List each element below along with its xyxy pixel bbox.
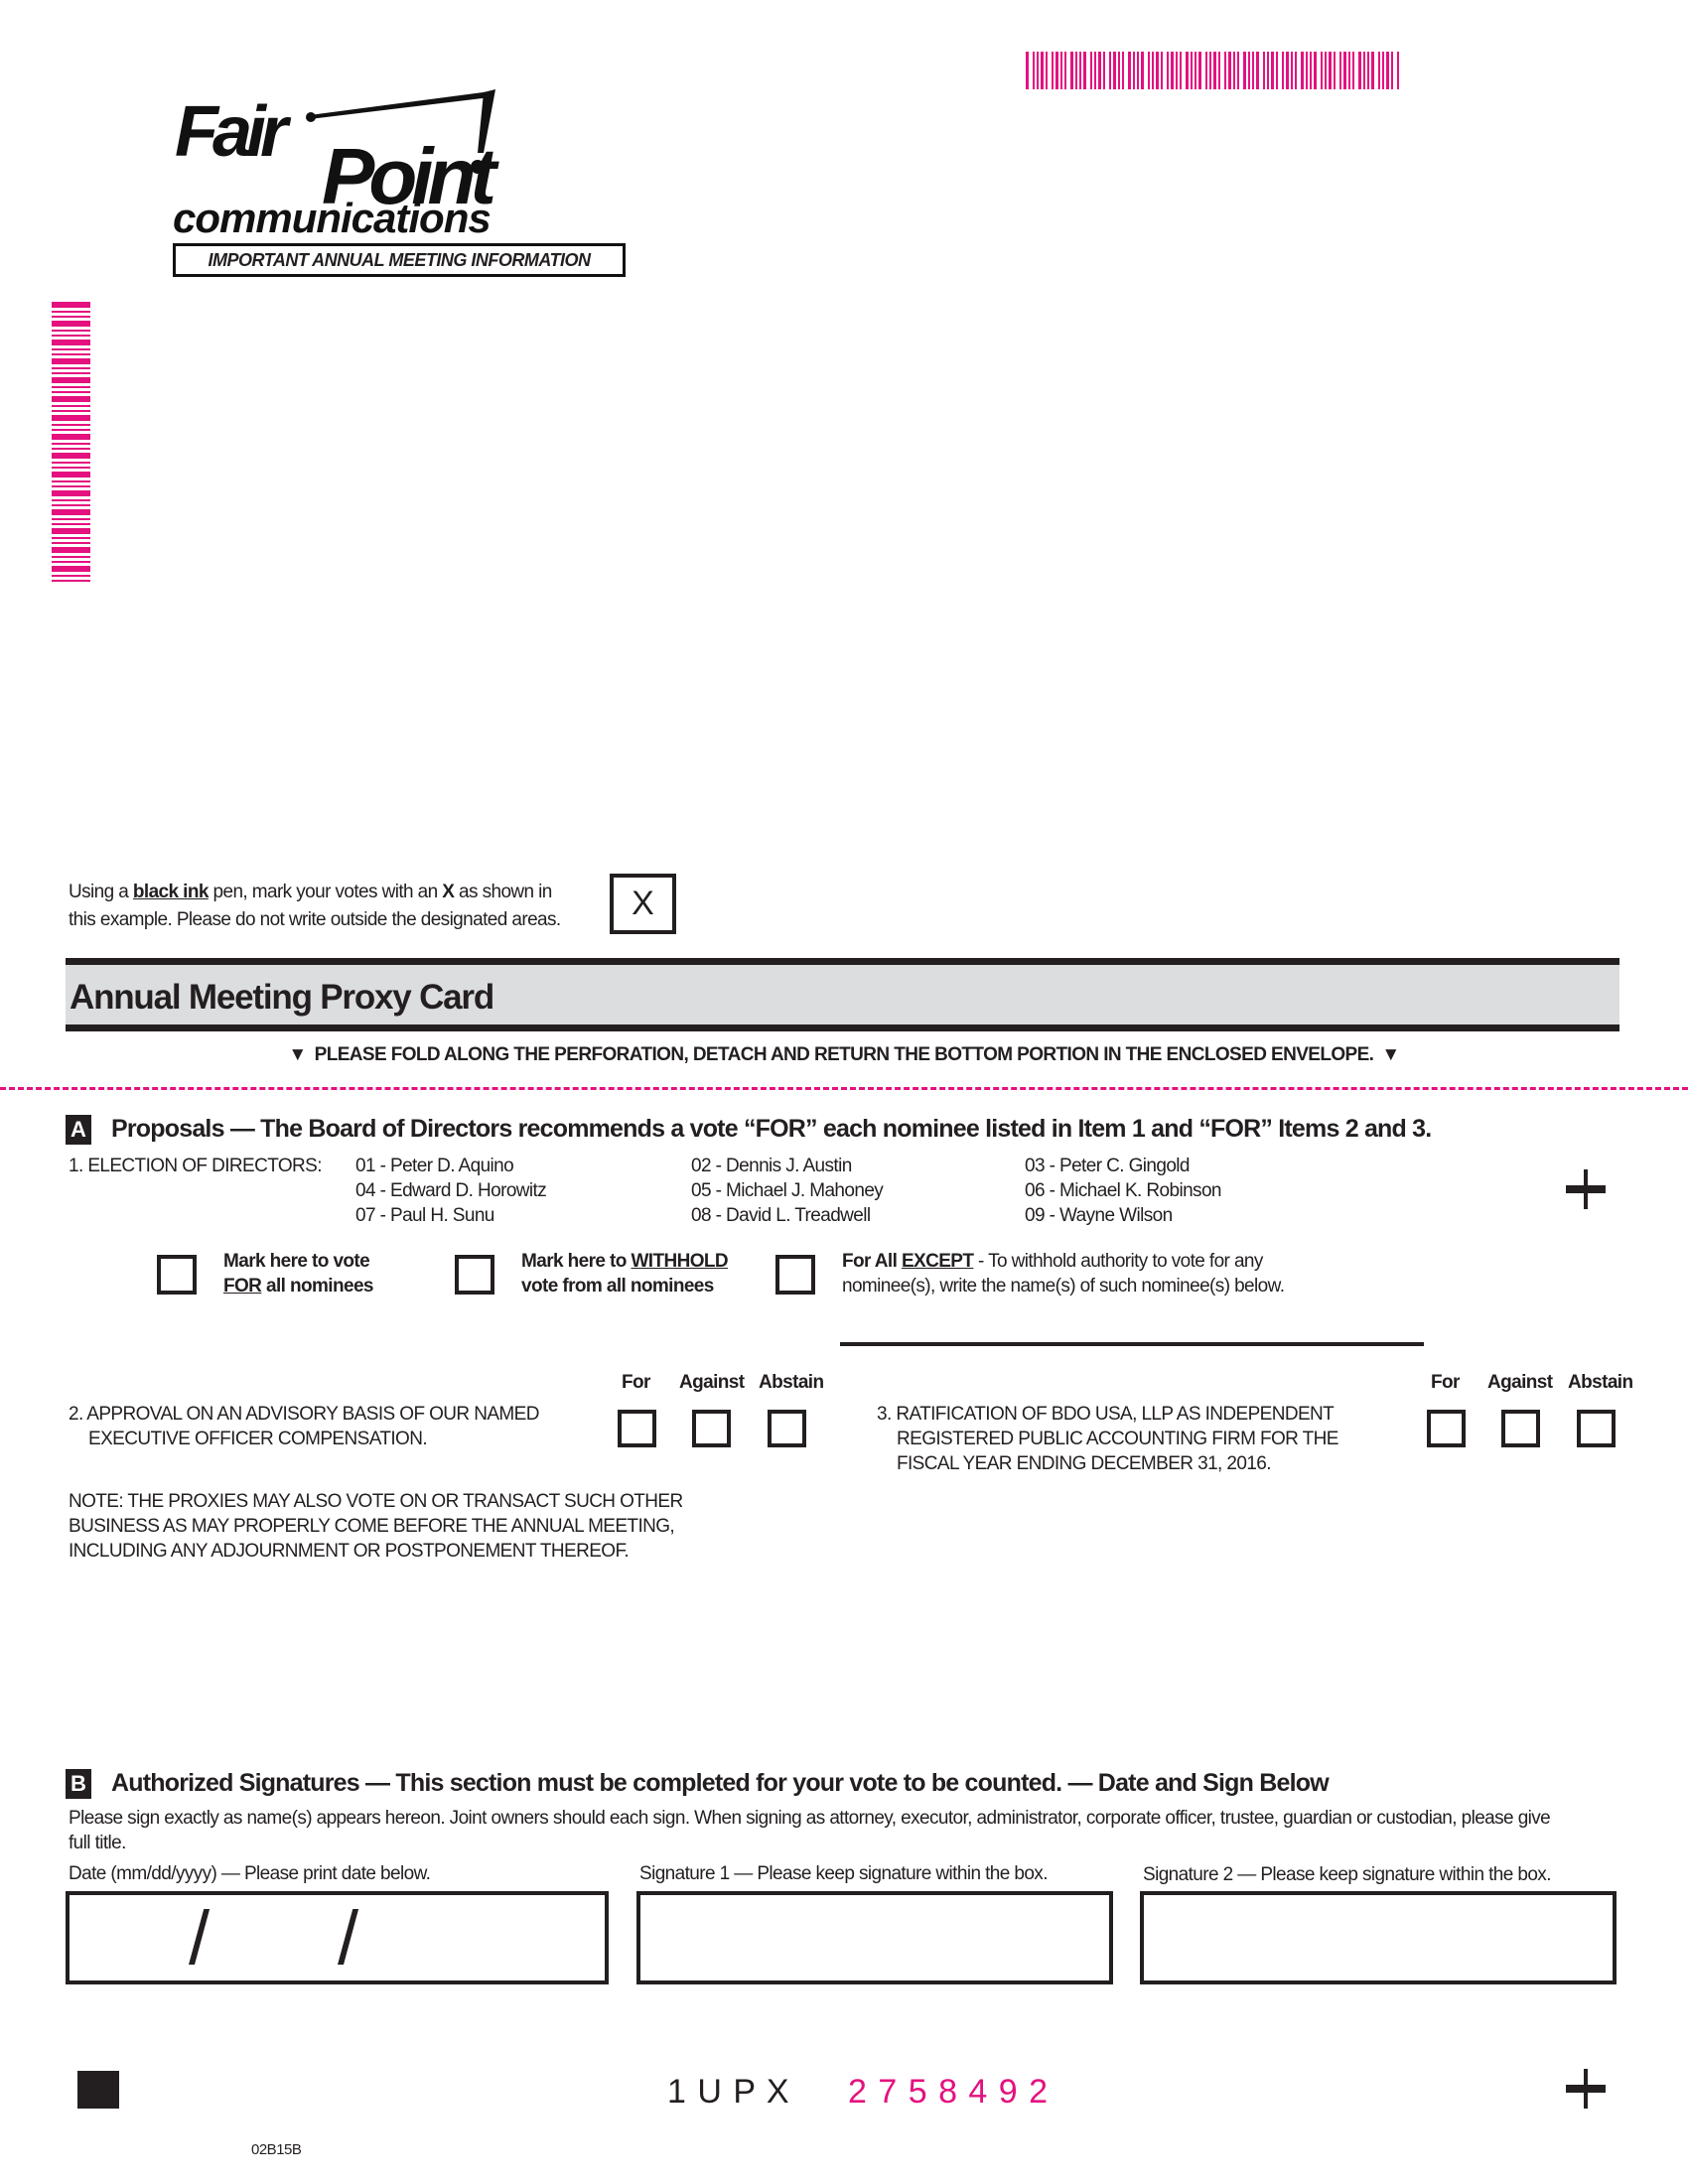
barcode-bar <box>1291 52 1293 89</box>
barcode-bar <box>52 386 90 388</box>
item2-text: 2. APPROVAL ON AN ADVISORY BASIS OF OUR NAMED EXECUTIVE OFFICER COMPENSATION. <box>69 1404 539 1449</box>
barcode-bar <box>52 311 90 313</box>
card-title: Annual Meeting Proxy Card <box>70 978 494 1017</box>
vote-for-all-label: Mark here to vote FOR all nominees <box>223 1251 373 1297</box>
date-label: Date (mm/dd/yyyy) — Please print date below. <box>69 1863 431 1884</box>
barcode-bar <box>52 358 90 364</box>
barcode-bar <box>1079 52 1081 89</box>
barcode-bar <box>1070 52 1073 89</box>
item1-label: 1. ELECTION OF DIRECTORS: <box>69 1156 322 1176</box>
barcode-bar <box>1329 52 1332 89</box>
except-nominee-write-in-line[interactable] <box>840 1342 1424 1346</box>
barcode-bar <box>52 523 90 525</box>
barcode-bar <box>1033 52 1035 89</box>
barcode-bar <box>52 405 90 407</box>
barcode-bar <box>1391 52 1393 89</box>
barcode-bar <box>52 348 90 350</box>
barcode-bar <box>52 410 90 412</box>
barcode-bar <box>52 321 90 327</box>
withhold-all-label: Mark here to WITHHOLD vote from all nominees <box>521 1251 729 1297</box>
barcode-bar <box>52 499 90 501</box>
barcode-bar <box>1148 52 1150 89</box>
barcode-bar <box>1382 52 1384 89</box>
barcode-bar <box>52 335 90 337</box>
barcode-bar <box>1161 52 1163 89</box>
barcode-bar <box>1198 52 1201 89</box>
nominee: 08 - David L. Treadwell <box>691 1205 871 1226</box>
fold-notice: ▼ PLEASE FOLD ALONG THE PERFORATION, DETACH AND RETURN THE BOTTOM PORTION IN THE ENCLOSED ENVELOPE. ▼ <box>288 1044 1400 1065</box>
barcode-bar <box>1055 52 1058 89</box>
nominee: 04 - Edward D. Horowitz <box>355 1180 547 1201</box>
barcode-bar <box>1103 52 1105 89</box>
barcode-bar <box>52 396 90 402</box>
barcode-bar <box>1037 52 1039 89</box>
barcode-bar <box>52 480 90 482</box>
barcode-bar <box>1339 52 1341 89</box>
barcode-bar <box>1128 52 1131 89</box>
logo-word-point: Point <box>322 132 491 220</box>
barcode-bar <box>1046 52 1048 89</box>
barcode-bar <box>52 453 90 459</box>
barcode-bar <box>52 462 90 464</box>
barcode-bar <box>1156 52 1159 89</box>
barcode-bar <box>52 542 90 544</box>
barcode-bar <box>1263 52 1265 89</box>
barcode-bar <box>1137 52 1139 89</box>
barcode-bar <box>52 509 90 515</box>
barcode-bar <box>52 415 90 421</box>
barcode-bar <box>1343 52 1346 89</box>
card-header <box>66 958 1619 1031</box>
nominee: 06 - Michael K. Robinson <box>1025 1180 1221 1201</box>
barcode-bar <box>1218 52 1220 89</box>
barcode-bar <box>52 340 90 345</box>
barcode-bar <box>1060 52 1062 89</box>
barcode-bar <box>1243 52 1246 89</box>
barcode-bar <box>1358 52 1361 89</box>
withhold-all-checkbox[interactable] <box>455 1255 494 1295</box>
section-a-badge: A <box>66 1115 91 1145</box>
down-triangle-icon: ▼ <box>1381 1044 1400 1065</box>
barcode-bar <box>52 316 90 318</box>
barcode-bar <box>1378 52 1380 89</box>
barcode-bar <box>1367 52 1369 89</box>
barcode-bar <box>1209 52 1211 89</box>
item2-against-checkbox[interactable] <box>692 1410 731 1447</box>
perforation-line <box>0 1087 1688 1090</box>
barcode-bar <box>1271 52 1274 89</box>
barcode-bar <box>1098 52 1101 89</box>
date-input-box[interactable] <box>66 1891 609 1984</box>
barcode-bar <box>1167 52 1169 89</box>
barcode-bar <box>1141 52 1144 89</box>
logo-word-fair: Fair <box>175 92 283 172</box>
section-b-badge: B <box>66 1769 91 1799</box>
barcode-bar <box>52 429 90 431</box>
barcode-bar <box>52 580 90 582</box>
barcode-bar <box>1301 52 1304 89</box>
barcode-bar <box>52 434 90 440</box>
barcode-bar <box>1310 52 1312 89</box>
barcode-bar <box>52 353 90 355</box>
section-b-desc-line1: Please sign exactly as name(s) appears hereon. Joint owners should each sign. When signing as attorney, executor, administrator, corporate officer, trustee, guardian or custodian, please give <box>69 1808 1551 1829</box>
barcode-bar <box>1109 52 1111 89</box>
barcode-bar <box>1213 52 1216 89</box>
barcode-bar <box>1133 52 1135 89</box>
item3-against-checkbox[interactable] <box>1501 1410 1540 1447</box>
barcode-bar <box>1118 52 1120 89</box>
registration-plus-icon <box>1566 2069 1606 2109</box>
item3-header-abstain: Abstain <box>1568 1372 1633 1393</box>
barcode-bar <box>1267 52 1269 89</box>
barcode-bar <box>1352 52 1354 89</box>
section-b-title: Authorized Signatures — This section must be completed for your vote to be counted. — Date and Sign Below <box>111 1769 1329 1797</box>
item3-for-checkbox[interactable] <box>1427 1410 1466 1447</box>
barcode-bar <box>52 537 90 539</box>
barcode-bar <box>1386 52 1389 89</box>
barcode-bar <box>1094 52 1096 89</box>
nominee: 07 - Paul H. Sunu <box>355 1205 494 1226</box>
section-a-title: Proposals — The Board of Directors recommends a vote “FOR” each nominee listed in Item 1 and “FOR” Items 2 and 3. <box>111 1115 1432 1143</box>
footer-code: 1 U P X <box>667 2073 790 2111</box>
registration-square-mark <box>77 2071 119 2109</box>
barcode-bar <box>1026 52 1029 89</box>
barcode-bar <box>52 448 90 450</box>
barcode-bar <box>1064 52 1066 89</box>
barcode-bar <box>52 518 90 520</box>
barcode-bar <box>52 302 90 308</box>
barcode-bar <box>1256 52 1259 89</box>
barcode-bar <box>1248 52 1250 89</box>
barcode-bar <box>1237 52 1239 89</box>
item2-header-against: Against <box>679 1372 745 1393</box>
nominee: 05 - Michael J. Mahoney <box>691 1180 884 1201</box>
barcode-bar <box>1314 52 1317 89</box>
item2-header-abstain: Abstain <box>759 1372 824 1393</box>
item3-header-against: Against <box>1487 1372 1553 1393</box>
note: NOTE: THE PROXIES MAY ALSO VOTE ON OR TRANSACT SUCH OTHER BUSINESS AS MAY PROPERLY COME BEFORE THE ANNUAL MEETING, INCLUDING ANY ADJOURNMENT OR POSTPONEMENT THEREOF. <box>69 1491 683 1562</box>
item2-abstain-checkbox[interactable] <box>768 1410 806 1447</box>
barcode-bar <box>1052 52 1054 89</box>
barcode-bar <box>52 556 90 558</box>
barcode-bar <box>52 504 90 506</box>
item3-header-for: For <box>1431 1372 1460 1393</box>
barcode-bar <box>1191 52 1193 89</box>
barcode-bar <box>52 528 90 534</box>
barcode-bar <box>52 443 90 445</box>
barcode-bar <box>52 490 90 496</box>
item2-header-for: For <box>622 1372 650 1393</box>
item3-abstain-checkbox[interactable] <box>1577 1410 1616 1447</box>
barcode-bar <box>1397 52 1399 89</box>
for-all-except-label: For All EXCEPT - To withhold authority to vote for any nominee(s), write the name(s) of such nominee(s) below. <box>842 1251 1285 1297</box>
fairpoint-logo <box>171 87 591 286</box>
logo-word-communications: communications <box>173 195 491 241</box>
barcode-bar <box>1306 52 1308 89</box>
barcode-bar <box>52 424 90 426</box>
signature1-box[interactable] <box>636 1891 1113 1984</box>
barcode-bar <box>52 561 90 563</box>
for-all-except-checkbox[interactable] <box>775 1255 815 1295</box>
barcode-bar <box>1224 52 1226 89</box>
instructions-line2: this example. Please do not write outside the designated areas. <box>69 909 561 930</box>
barcode-bar <box>52 330 90 332</box>
barcode-bar <box>1363 52 1365 89</box>
barcode-bar <box>52 467 90 469</box>
barcode-bar <box>1113 52 1116 89</box>
top-barcode <box>1026 52 1401 89</box>
instructions-line1: Using a black ink pen, mark your votes with an X as shown in <box>69 882 552 902</box>
registration-plus-icon <box>1566 1169 1606 1209</box>
barcode-bar <box>1276 52 1278 89</box>
barcode-bar <box>1252 52 1254 89</box>
form-id: 02B15B <box>251 2141 302 2158</box>
example-mark-box: X <box>610 874 676 934</box>
signature2-label: Signature 2 — Please keep signature within the box. <box>1143 1864 1551 1885</box>
barcode-bar <box>52 377 90 383</box>
barcode-bar <box>1348 52 1350 89</box>
barcode-bar <box>1321 52 1323 89</box>
barcode-bar <box>52 575 90 577</box>
barcode-bar <box>1075 52 1077 89</box>
barcode-bar <box>52 472 90 478</box>
side-barcode <box>52 302 90 584</box>
barcode-bar <box>52 547 90 553</box>
vote-for-all-checkbox[interactable] <box>157 1255 197 1295</box>
barcode-bar <box>1286 52 1289 89</box>
barcode-bar <box>1325 52 1327 89</box>
nominee: 03 - Peter C. Gingold <box>1025 1156 1190 1176</box>
item3-text: 3. RATIFICATION OF BDO USA, LLP AS INDEPENDENT REGISTERED PUBLIC ACCOUNTING FIRM FOR THE FISCAL YEAR ENDING DECEMBER 31, 2016. <box>877 1404 1338 1474</box>
barcode-bar <box>1180 52 1182 89</box>
signature1-label: Signature 1 — Please keep signature within the box. <box>639 1863 1048 1884</box>
barcode-bar <box>1195 52 1196 89</box>
barcode-bar <box>1334 52 1336 89</box>
date-separator: / <box>338 1896 359 1980</box>
barcode-bar <box>52 485 90 487</box>
down-triangle-icon: ▼ <box>288 1044 307 1065</box>
nominee: 02 - Dennis J. Austin <box>691 1156 852 1176</box>
item2-for-checkbox[interactable] <box>618 1410 656 1447</box>
barcode-bar <box>52 566 90 572</box>
barcode-bar <box>1228 52 1231 89</box>
barcode-bar <box>52 367 90 369</box>
date-separator: / <box>189 1896 211 1980</box>
barcode-bar <box>1176 52 1178 89</box>
nominee: 01 - Peter D. Aquino <box>355 1156 514 1176</box>
barcode-bar <box>1083 52 1086 89</box>
barcode-bar <box>1282 52 1284 89</box>
barcode-bar <box>52 391 90 393</box>
logo-tagline: IMPORTANT ANNUAL MEETING INFORMATION <box>173 243 626 277</box>
barcode-bar <box>1205 52 1207 89</box>
barcode-bar <box>1090 52 1092 89</box>
barcode-bar <box>52 372 90 374</box>
barcode-bar <box>1186 52 1189 89</box>
barcode-bar <box>1171 52 1174 89</box>
signature2-box[interactable] <box>1140 1891 1617 1984</box>
barcode-bar <box>1041 52 1044 89</box>
barcode-bar <box>1233 52 1235 89</box>
barcode-bar <box>1122 52 1124 89</box>
footer-number: 2 7 5 8 4 9 2 <box>848 2073 1050 2111</box>
barcode-bar <box>1371 52 1374 89</box>
barcode-bar <box>1152 52 1154 89</box>
section-b-desc-line2: full title. <box>69 1833 126 1853</box>
nominee: 09 - Wayne Wilson <box>1025 1205 1173 1226</box>
barcode-bar <box>1295 52 1297 89</box>
